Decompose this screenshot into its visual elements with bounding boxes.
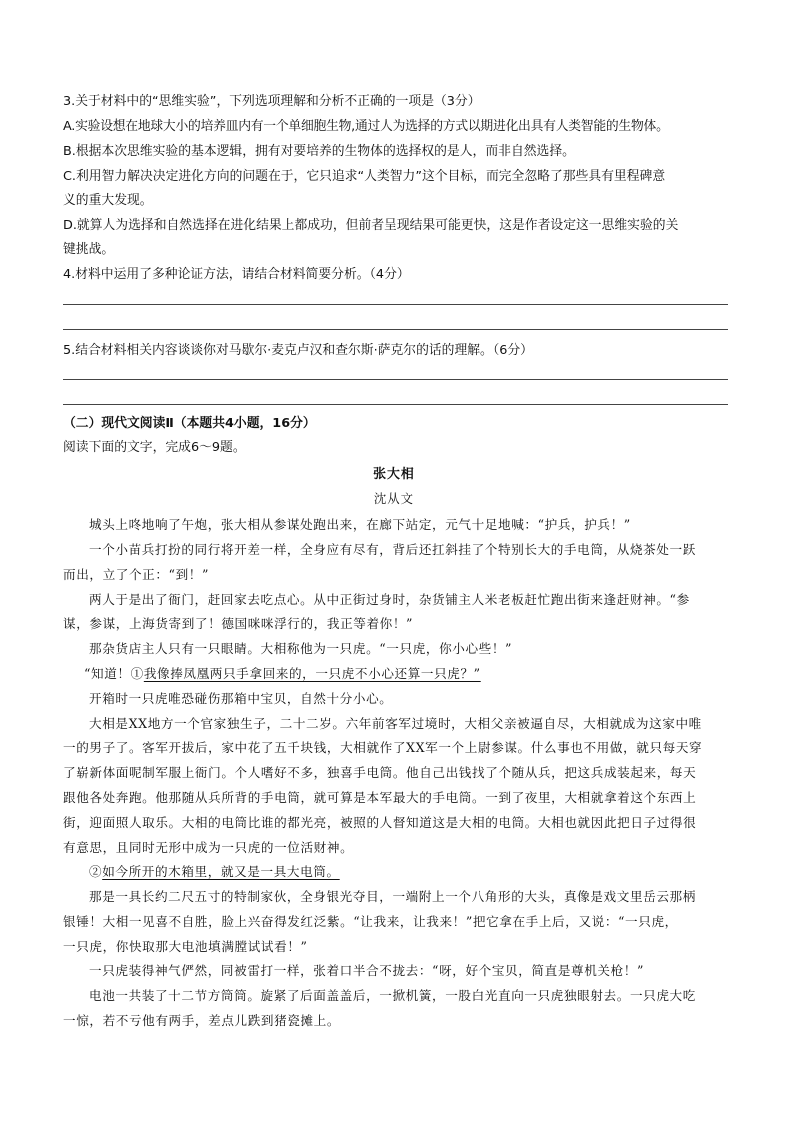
q3-option-b: B.根据本次思维实验的基本逻辑，拥有对要培养的生物体的选择权的是人，而非自然选择。 [63, 144, 575, 159]
story-paragraph-5 [84, 664, 481, 684]
section-two-header: （二）现代文阅读Ⅱ（本题共4小题，16分） [63, 416, 316, 431]
quote-prefix: “知道！① [84, 666, 144, 681]
q5-answer-line-1[interactable] [63, 379, 728, 380]
story-paragraph-7-line4: 跟他各处奔跑。他那随从兵所背的手电筒，就可算是本军最大的手电筒。一到了夜里，大相就拿着这个东西上 [63, 790, 697, 805]
q3-option-c-line1: C.利用智力解决决定进化方向的问题在于，它只追求“人类智力”这个目标，而完全忽略了那些具有里程碑意 [63, 169, 666, 184]
q4-answer-line-1[interactable] [63, 304, 728, 305]
story-paragraph-1: 城头上咚地响了午炮，张大相从参谋处跑出来，在廊下站定，元气十足地喊：“护兵，护兵！” [89, 517, 631, 532]
story-paragraph-3-line1: 两人于是出了衙门，赶回家去吃点心。从中正街过身时，杂货铺主人米老板赶忙跑出街来逢赶财神。“参 [89, 592, 690, 607]
story-paragraph-7-line3: 了崭新体面呢制军服上衙门。个人嗜好不多，独喜手电筒。他自己出钱找了个随从兵，把这兵成装起来，每天 [63, 765, 697, 780]
story-paragraph-8 [89, 862, 340, 882]
story-paragraph-7-line1: 大相是XX地方一个官家独生子，二十二岁。六年前客军过境时，大相父亲被逼自尽，大相就成为这家中唯 [89, 716, 702, 731]
story-paragraph-4: 那杂货店主人只有一只眼睛。大相称他为一只虎。“一只虎，你小心些！” [89, 641, 513, 656]
q3-option-d-line1: D.就算人为选择和自然选择在进化结果上都成功，但前者呈现结果可能更快，这是作者设定这一思维实验的关 [63, 218, 679, 233]
story-paragraph-9-line3: 一只虎，你快取那大电池填满膛试试看！” [63, 939, 308, 954]
underlined-sentence-2: 如今所开的木箱里，就又是一具大电筒。 [102, 864, 340, 879]
story-author: 沈从文 [373, 491, 415, 506]
story-paragraph-2-line1: 一个小苗兵打扮的同行将开差一样，全身应有尽有，背后还扛斜挂了个特别长大的手电筒，从烧茶处一跃 [89, 542, 696, 557]
underlined-sentence-1: 我像捧凤凰两只手拿回来的，一只虎不小心还算一只虎？” [143, 666, 481, 681]
story-paragraph-10: 一只虎装得神气俨然，同被雷打一样，张着口半合不拢去：“呀，好个宝贝，简直是尊机关枪！” [89, 963, 645, 978]
q4-answer-line-2[interactable] [63, 329, 728, 330]
story-paragraph-7-line6: 有意思，且同时无形中成为一只虎的一位活财神。 [63, 840, 354, 855]
story-paragraph-9-line2: 银锤！大相一见喜不自胜，脸上兴奋得发红泛紫。“让我来，让我来！”把它拿在手上后，又说：“一只虎， [63, 914, 678, 929]
q3-option-a: A.实验设想在地球大小的培养皿内有一个单细胞生物,通过人为选择的方式以期进化出具有人类智能的生物体。 [63, 119, 669, 134]
story-paragraph-2-line2: 而出，立了个正：“到！” [63, 567, 210, 582]
section-two-instruction: 阅读下面的文字，完成6～9题。 [63, 440, 246, 455]
q3-option-c-line2: 义的重大发现。 [63, 193, 153, 208]
q4-stem: 4.材料中运用了多种论证方法，请结合材料简要分析。（4分） [63, 267, 410, 282]
q5-answer-line-2[interactable] [63, 404, 728, 405]
story-paragraph-7-line5: 街，迎面照人取乐。大相的电筒比谁的都光亮，被照的人督知道这是大相的电筒。大相也就因此把日子过得很 [63, 815, 697, 830]
q5-stem: 5.结合材料相关内容谈谈你对马歇尔·麦克卢汉和查尔斯·萨克尔的话的理解。（6分） [63, 343, 533, 358]
story-paragraph-11-line1: 电池一共装了十二节方筒筒。旋紧了后面盖盖后，一掀机簧，一股白光直向一只虎独眼射去。一只虎大吃 [89, 988, 696, 1003]
story-paragraph-6: 开箱时一只虎唯恐碰伤那箱中宝贝，自然十分小心。 [89, 691, 393, 706]
marker-2: ② [89, 864, 103, 879]
story-paragraph-3-line2: 谋，参谋，上海货寄到了！德国咪咪浮行的，我正等着你！” [63, 616, 414, 631]
q3-stem: 3.关于材料中的“思维实验”，下列选项理解和分析不正确的一项是（3分） [63, 94, 481, 109]
story-paragraph-7-line2: 一的男子了。客军开拔后，家中花了五千块钱，大相就作了XX军一个上尉参谋。什么事也不用做，就只每天穿 [63, 740, 703, 755]
story-paragraph-11-line2: 一惊，若不亏他有两手，差点儿跌到猪瓷摊上。 [63, 1013, 341, 1028]
story-title: 张大相 [373, 467, 415, 482]
q3-option-d-line2: 键挑战。 [63, 242, 115, 257]
story-paragraph-9-line1: 那是一具长约二尺五寸的特制家伙，全身银光夺目，一端附上一个八角形的大头，真像是戏文里岳云那柄 [89, 889, 696, 904]
